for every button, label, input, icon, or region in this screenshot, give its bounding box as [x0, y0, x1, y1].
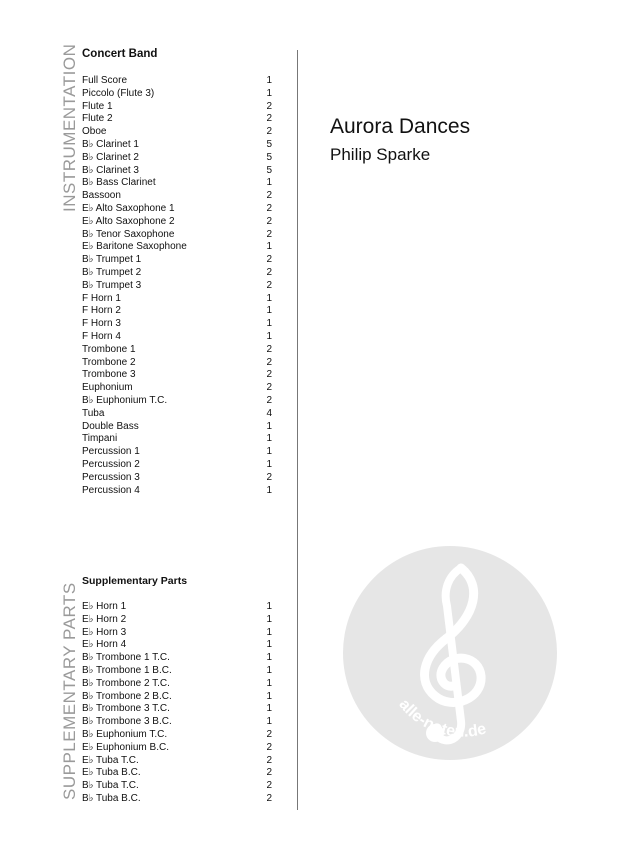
part-quantity: 2: [266, 394, 272, 406]
list-item: [82, 318, 272, 331]
part-quantity: 2: [266, 369, 272, 381]
list-item: [82, 703, 272, 716]
list-item: [82, 331, 272, 344]
part-quantity: 1: [266, 626, 272, 638]
list-item: [82, 755, 272, 768]
part-quantity: 2: [266, 792, 272, 804]
part-name: B♭ Clarinet 2: [82, 151, 139, 163]
part-name: Percussion 4: [82, 484, 140, 496]
part-quantity: 2: [266, 728, 272, 740]
part-name: B♭ Trombone 2 T.C.: [82, 677, 170, 689]
part-quantity: 1: [266, 690, 272, 702]
part-quantity: 1: [266, 75, 272, 86]
list-item: [82, 716, 272, 729]
list-item: [82, 139, 272, 152]
list-item: [82, 344, 272, 357]
part-name: Bassoon: [82, 190, 121, 202]
list-item: [82, 152, 272, 165]
part-name: F Horn 4: [82, 330, 121, 342]
list-item: [82, 433, 272, 446]
list-item: [82, 75, 272, 88]
part-name: Percussion 2: [82, 458, 140, 470]
part-quantity: 2: [266, 382, 272, 394]
list-item: [82, 691, 272, 704]
part-quantity: 1: [266, 613, 272, 625]
list-item: [82, 177, 272, 190]
list-item: [82, 742, 272, 755]
part-quantity: 1: [266, 664, 272, 676]
list-item: [82, 229, 272, 242]
part-quantity: 1: [266, 703, 272, 715]
part-name: Percussion 3: [82, 471, 140, 483]
list-item: [82, 408, 272, 421]
list-item: [82, 280, 272, 293]
list-item: [82, 216, 272, 229]
list-item: [82, 293, 272, 306]
part-name: E♭ Euphonium B.C.: [82, 741, 169, 753]
list-item: [82, 421, 272, 434]
part-quantity: 1: [266, 677, 272, 689]
part-name: Trombone 3: [82, 369, 136, 381]
part-quantity: 2: [266, 190, 272, 202]
part-name: B♭ Trombone 3 T.C.: [82, 703, 170, 715]
list-item: [82, 729, 272, 742]
concert-band-title: Concert Band: [82, 48, 158, 60]
supplementary-parts-title: Supplementary Parts: [82, 575, 188, 587]
part-quantity: 2: [266, 780, 272, 792]
part-quantity: 1: [266, 305, 272, 317]
part-quantity: 1: [266, 652, 272, 664]
part-quantity: 1: [266, 639, 272, 651]
part-quantity: 1: [266, 292, 272, 304]
list-item: [82, 190, 272, 203]
part-quantity: 5: [266, 138, 272, 150]
part-name: Double Bass: [82, 420, 139, 432]
watermark-text: alle-noten.de: [395, 696, 489, 741]
part-name: Tuba: [82, 407, 105, 419]
part-quantity: 2: [266, 471, 272, 483]
part-name: B♭ Trumpet 3: [82, 279, 142, 291]
list-item: [82, 485, 272, 498]
part-quantity: 2: [266, 741, 272, 753]
list-item: [82, 767, 272, 780]
list-item: [82, 241, 272, 254]
part-quantity: 1: [266, 446, 272, 458]
part-name: Oboe: [82, 126, 107, 138]
supplementary-parts-list: [82, 601, 272, 806]
part-name: Timpani: [82, 433, 118, 445]
list-item: [82, 88, 272, 101]
part-name: B♭ Tuba T.C.: [82, 780, 139, 792]
part-name: E♭ Horn 3: [82, 626, 127, 638]
instrumentation-label: INSTRUMENTATION: [60, 43, 79, 212]
part-name: B♭ Trombone 2 B.C.: [82, 690, 172, 702]
part-name: B♭ Euphonium T.C.: [82, 728, 168, 740]
part-name: E♭ Tuba T.C.: [82, 754, 139, 766]
list-item: [82, 126, 272, 139]
part-name: Flute 1: [82, 100, 113, 112]
list-item: [82, 101, 272, 114]
part-name: E♭ Horn 2: [82, 613, 127, 625]
part-name: B♭ Tuba B.C.: [82, 792, 141, 804]
part-quantity: 1: [266, 433, 272, 445]
list-item: [82, 267, 272, 280]
treble-clef-icon: [343, 546, 557, 760]
part-quantity: 1: [266, 420, 272, 432]
list-item: [82, 627, 272, 640]
part-name: B♭ Tenor Saxophone: [82, 228, 175, 240]
part-name: B♭ Clarinet 3: [82, 164, 139, 176]
list-item: [82, 305, 272, 318]
part-quantity: 2: [266, 754, 272, 766]
part-quantity: 2: [266, 215, 272, 227]
part-quantity: 2: [266, 343, 272, 355]
work-title: Aurora Dances: [330, 115, 471, 138]
part-name: B♭ Trumpet 2: [82, 266, 142, 278]
part-quantity: 2: [266, 279, 272, 291]
list-item: [82, 446, 272, 459]
part-quantity: 5: [266, 164, 272, 176]
part-name: F Horn 1: [82, 292, 121, 304]
part-quantity: 2: [266, 228, 272, 240]
part-name: Euphonium: [82, 382, 133, 394]
column-divider: [297, 50, 298, 810]
list-item: [82, 382, 272, 395]
part-name: Percussion 1: [82, 446, 140, 458]
list-item: [82, 395, 272, 408]
concert-band-list: [82, 75, 272, 497]
list-item: [82, 165, 272, 178]
part-quantity: 1: [266, 601, 272, 612]
part-quantity: 2: [266, 767, 272, 779]
list-item: [82, 203, 272, 216]
part-name: E♭ Horn 4: [82, 639, 127, 651]
list-item: [82, 472, 272, 485]
part-quantity: 1: [266, 241, 272, 253]
list-item: [82, 601, 272, 614]
list-item: [82, 614, 272, 627]
list-item: [82, 254, 272, 267]
part-quantity: 1: [266, 458, 272, 470]
part-name: B♭ Trombone 1 B.C.: [82, 664, 172, 676]
part-name: F Horn 3: [82, 318, 121, 330]
list-item: [82, 793, 272, 806]
part-name: F Horn 2: [82, 305, 121, 317]
part-quantity: 2: [266, 254, 272, 266]
list-item: [82, 357, 272, 370]
part-quantity: 1: [266, 330, 272, 342]
part-name: B♭ Trumpet 1: [82, 254, 142, 266]
part-quantity: 2: [266, 202, 272, 214]
part-quantity: 2: [266, 356, 272, 368]
part-quantity: 1: [266, 484, 272, 496]
supplementary-parts-label: SUPPLEMENTARY PARTS: [60, 582, 79, 800]
list-item: [82, 652, 272, 665]
part-quantity: 2: [266, 113, 272, 125]
part-name: Trombone 1: [82, 343, 136, 355]
part-name: E♭ Tuba B.C.: [82, 767, 141, 779]
list-item: [82, 665, 272, 678]
list-item: [82, 113, 272, 126]
part-name: E♭ Alto Saxophone 1: [82, 202, 175, 214]
part-quantity: 2: [266, 100, 272, 112]
part-quantity: 1: [266, 177, 272, 189]
part-name: Flute 2: [82, 113, 113, 125]
part-name: E♭ Horn 1: [82, 601, 127, 612]
part-name: Full Score: [82, 75, 128, 86]
part-quantity: 5: [266, 151, 272, 163]
list-item: [82, 639, 272, 652]
part-name: Piccolo (Flute 3): [82, 87, 155, 99]
part-name: B♭ Bass Clarinet: [82, 177, 156, 189]
part-name: B♭ Clarinet 1: [82, 138, 139, 150]
list-item: [82, 459, 272, 472]
part-quantity: 4: [266, 407, 272, 419]
part-name: E♭ Alto Saxophone 2: [82, 215, 175, 227]
part-name: B♭ Trombone 1 T.C.: [82, 652, 170, 664]
part-quantity: 1: [266, 87, 272, 99]
part-quantity: 2: [266, 266, 272, 278]
composer-name: Philip Sparke: [330, 145, 431, 164]
part-quantity: 1: [266, 716, 272, 728]
part-quantity: 1: [266, 318, 272, 330]
list-item: [82, 678, 272, 691]
part-quantity: 2: [266, 126, 272, 138]
list-item: [82, 369, 272, 382]
part-name: B♭ Trombone 3 B.C.: [82, 716, 172, 728]
part-name: Trombone 2: [82, 356, 136, 368]
list-item: [82, 780, 272, 793]
part-name: E♭ Baritone Saxophone: [82, 241, 187, 253]
part-name: B♭ Euphonium T.C.: [82, 394, 168, 406]
